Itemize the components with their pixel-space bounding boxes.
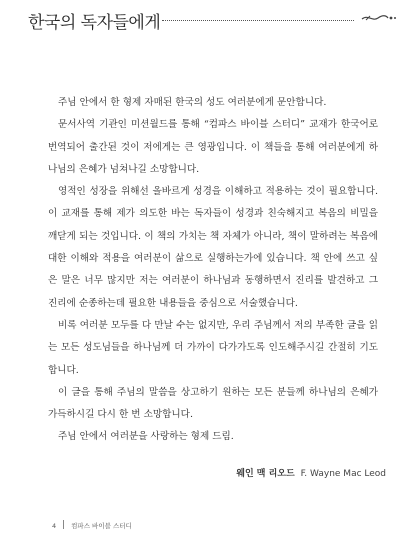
page-header	[28, 8, 396, 34]
ornament-icon	[360, 12, 398, 24]
paragraph-greeting: 주님 안에서 한 형제 자매된 한국의 성도 여러분에게 문안합니다.	[58, 97, 327, 108]
page-title: 한국의 독자들에게	[28, 13, 161, 33]
page-number: 4	[52, 522, 57, 530]
signature	[236, 466, 386, 479]
footer-divider	[63, 520, 64, 529]
paragraph-prayer: 비록 여러분 모두를 다 만날 수는 없지만, 우리 주님께서 저의 부족한 글을 읽는 모든 성도님들을 하나님께 더 가까이 다가가도록 인도해주시길 간절히 기도합니다.	[48, 319, 378, 376]
paragraph-closing: 주님 안에서 여러분을 사랑하는 형제 드림.	[58, 431, 234, 443]
signature-english: F. Wayne Mac Leod	[300, 469, 386, 479]
paragraph-blessing: 이 글을 통해 주님의 말씀을 상고하기 원하는 모든 분들께 하나님의 은혜가 가득하시길 다시 한 번 소망합니다.	[48, 386, 378, 421]
paragraph-translation: 문서사역 기관인 미션월드를 통해 “컴파스 바이블 스터디” 교재가 한국어로 번역되어 출간된 것이 저에게는 큰 영광입니다. 이 책들을 통해 여러분에게 하나님의 은혜가 넘쳐나길 소망합니다.	[48, 119, 378, 175]
dotted-rule	[162, 20, 354, 21]
letter-body	[48, 92, 378, 449]
paragraph-purpose: 영적인 성장을 위해선 올바르게 성경을 이해하고 적용하는 것이 필요합니다. 이 교재를 통해 제가 의도한 바는 독자들이 성경과 친숙해지고 복음의 비밀을 깨닫게 되는 것입니다. 이 책의 가치는 책 자체가 아니라, 책이 말하려는 복음에 대한 이해와 적용을 여러분이 삶으로 실행하는가에 있습니다. 책 안에 쓰고 싶은 말은 너무 많지만 저는 여러분이 하나님과 동행하면서 진리를 발견하고 그 진리에 순종하는데 필요한 내용들을 중심으로 서술했습니다.	[48, 186, 378, 309]
page-footer	[52, 520, 132, 532]
signature-korean: 웨인 맥 리오드	[236, 469, 295, 479]
book-title: 컴파스 바이블 스터디	[71, 522, 132, 530]
